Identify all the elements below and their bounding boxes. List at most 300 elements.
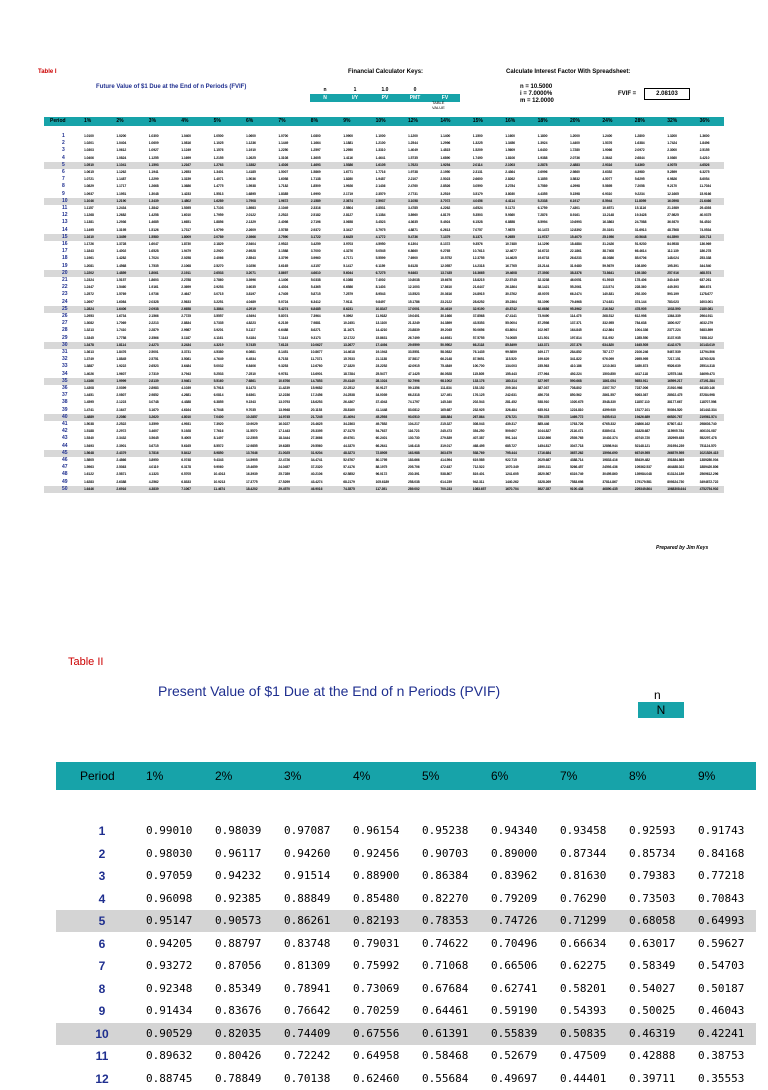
rate-header: 8% [310,118,319,124]
factor-cell: 1.6384 [634,141,645,146]
factor-cell: 2.6523 [148,364,159,369]
table-row [44,299,724,306]
factor-cell: 16599.217 [667,378,683,383]
factor-cell: 66.2148 [440,357,452,362]
factor-cell: 2.6600 [472,177,483,182]
factor-cell: 0.85480 [353,891,400,905]
factor-cell: 31.2426 [602,242,614,246]
factor-cell: 257.916 [667,270,679,275]
factor-cell: 11857.110 [634,400,650,405]
factor-cell: 1083.657 [472,486,487,491]
factor-cell: 1.9736 [148,292,159,297]
factor-cell: 2.8262 [505,177,515,182]
factor-cell: 3.8950 [148,458,159,462]
factor-cell: 4.3276 [343,249,353,254]
factor-cell: 10.6993 [570,220,582,225]
rate-header: 3% [148,118,157,124]
factor-cell: 39.2045 [440,328,452,333]
table-row [44,284,724,291]
factor-cell: 0.55839 [491,1026,538,1040]
factor-cell: 5.0545 [375,249,386,254]
factor-cell: 284.852 [570,350,582,354]
factor-cell: 1603.001 [699,299,713,304]
rate-header: 16% [505,118,516,124]
factor-cell: 4.1039 [181,386,191,390]
calc-key-iy: I/Y [351,95,359,101]
factor-cell: 4.8223 [246,321,256,326]
table-row [44,212,724,219]
factor-cell: 1.8983 [246,206,256,210]
factor-cell: 15.7633 [343,357,355,362]
factor-cell: 2539.765 [570,436,584,441]
factor-cell: 19426.689 [634,414,650,419]
factor-cell: 45.0076 [537,292,550,297]
factor-cell: 16.0227 [278,422,290,426]
factor-cell: 27.9825 [667,213,679,218]
factor-cell: 1.2996 [440,141,451,146]
factor-cell: 1.7959 [213,213,224,218]
factor-cell: 237.376 [570,342,582,347]
factor-cell: 6.1304 [408,242,418,246]
factor-cell: 2.0789 [213,234,224,239]
factor-cell: 87.5651 [472,357,485,362]
factor-cell: 2.2213 [148,321,159,326]
factor-cell: 14.7853 [310,378,323,383]
period-number: 21 [62,277,68,283]
factor-cell: 1.3310 [375,148,386,153]
factor-cell: 3.9960 [310,256,321,261]
table-row [44,399,724,406]
factor-cell: 3.7943 [181,371,191,376]
period-number: 46 [62,457,68,463]
period-number: 44 [62,442,68,449]
factor-cell: 8.9850 [213,450,224,455]
factor-cell: 1.4741 [84,407,94,412]
factor-cell: 7.9111 [343,299,353,304]
factor-cell: 6.4534 [246,357,256,362]
factor-cell: 15.1116 [634,206,646,210]
note-line: VALUE [432,105,445,110]
factor-cell: 1.2625 [246,155,256,160]
factor-cell: 85.8499 [505,342,517,347]
factor-cell: 188.884 [440,414,452,419]
factor-cell: 17.2456 [310,393,323,398]
factor-cell: 49.7852 [375,422,388,426]
factor-cell: 21.1138 [375,357,387,362]
factor-cell: 13.7646 [246,450,258,455]
table-row [44,342,724,349]
factor-cell: 1.1268 [84,213,94,218]
factor-cell: 449.393 [667,285,679,290]
factor-cell: 26.4367 [343,400,355,405]
prepared-by: Prepared by Jim Keys [656,545,709,551]
factor-cell: 40.6761 [343,436,355,441]
factor-cell: 3.1187 [181,335,191,340]
factor-cell: 1.3686 [181,184,191,189]
factor-cell: 1.1910 [246,148,256,153]
factor-cell: 127.491 [440,393,452,398]
factor-cell: 1670.704 [505,486,519,491]
factor-cell: 4.1406 [278,278,289,282]
factor-cell: 83.0812 [408,407,420,412]
factor-cell: 43.4274 [310,479,323,484]
factor-cell: 1.3048 [148,191,159,196]
factor-cell: 5.4005 [181,436,191,441]
factor-cell: 1.2155 [213,155,224,160]
factor-cell: 0.63017 [629,936,676,950]
factor-cell: 15.1786 [408,299,420,304]
factor-cell: 13794.506 [699,350,715,354]
factor-cell: 87284.998 [699,393,715,398]
factor-cell: 28.6252 [472,299,485,304]
factor-cell: 2695.995 [634,357,649,362]
calc-key-pmt: PMT [409,95,421,101]
factor-cell: 2.1911 [181,270,191,275]
factor-cell: 1.3605 [310,155,321,160]
factor-cell: 6.1528 [472,220,483,225]
factor-cell: 2.6928 [246,249,256,254]
factor-cell: 2.8127 [343,213,353,218]
table2-subtitle: Present Value of $1 Due at the End of n Periods (PVIF) [158,683,501,699]
factor-cell: 0.54703 [698,959,745,972]
factor-cell: 108.890 [634,263,647,268]
factor-cell: 0.91434 [146,1004,193,1017]
factor-cell: 5.5895 [602,184,613,189]
factor-cell: 1.2400 [602,134,613,138]
factor-cell: 2.5804 [343,206,353,210]
period-number: 31 [62,349,68,355]
factor-cell: 10.5752 [440,256,452,261]
factor-cell: 4.3635 [408,220,418,225]
factor-cell: 292.300 [634,292,647,297]
period-header: Period [50,118,66,124]
table2-n-key[interactable]: N [638,702,684,718]
factor-cell: 1.0303 [84,148,94,153]
factor-cell: 26.7499 [408,335,420,340]
factor-cell: 1.3613 [84,350,94,354]
factor-cell: 1.3749 [84,357,94,362]
period-number: 50 [62,485,68,492]
factor-cell: 1.1025 [213,141,224,146]
factor-cell: 0.82270 [422,891,469,905]
factor-cell: 2.2609 [246,227,256,232]
period-number: 9 [62,190,65,197]
factor-cell: 5.7918 [213,386,224,390]
factor-cell: 10.2451 [343,321,355,326]
factor-cell: 3.4360 [634,162,645,167]
factor-cell: 8.9161 [570,213,580,218]
factor-cell: 1.7716 [375,170,386,174]
factor-cell: 0.87344 [560,846,607,860]
factor-cell: 3927.357 [537,486,551,491]
factor-cell: 91.5915 [602,278,614,282]
rate-header: 12% [408,118,419,124]
factor-cell: 0.83676 [215,1004,262,1017]
factor-cell: 0.71299 [560,914,607,927]
factor-cell: 21.6447 [472,285,485,290]
period-number: 11 [95,1049,109,1063]
factor-cell: 2.6844 [634,155,645,160]
factor-cell: 5.5160 [213,378,224,383]
factor-cell: 2.3131 [472,170,483,174]
factor-cell: 62.6686 [537,306,550,311]
factor-cell: 59.1356 [408,386,420,390]
factor-cell: 2.2972 [116,429,127,434]
fvif-result[interactable]: 2.08103 [644,88,690,100]
factor-cell: 1.1495 [84,227,94,232]
factor-cell: 10.8677 [310,350,323,354]
factor-cell: 3.7975 [375,227,386,232]
factor-cell: 0.54393 [560,1004,607,1017]
factor-cell: 16.0598 [667,198,679,203]
table-row [56,1068,756,1090]
factor-cell: 0.79383 [629,869,676,882]
factor-cell: 26.1864 [505,285,517,290]
factor-cell: 41.1448 [375,407,388,412]
factor-cell: 3.3417 [343,227,353,232]
factor-cell: 1.2682 [116,213,127,218]
factor-cell: 64180.146 [699,386,715,390]
factor-cell: 73.8641 [602,270,614,275]
factor-cell: 102.967 [537,328,550,333]
factor-cell: 3.3864 [213,306,224,311]
table-row [44,140,724,147]
factor-cell: 0.78353 [422,914,469,927]
period-number: 9 [98,1004,106,1018]
factor-cell: 1.1449 [278,141,289,146]
period-number: 12 [62,212,68,219]
factor-cell: 0.92456 [353,846,400,860]
factor-cell: 1.1576 [213,148,224,153]
factor-cell: 3.4607 [148,429,159,434]
factor-cell: 6319.749 [570,472,584,477]
calculator-keys-heading: Financial Calculator Keys: [348,69,424,75]
factor-cell: 8.5994 [537,220,548,225]
factor-cell: 44.6931 [440,335,452,340]
factor-cell: 1.4166 [84,378,94,383]
factor-cell: 133.176 [472,378,485,383]
period-number: 48 [62,471,68,478]
factor-cell: 2.9852 [148,393,159,398]
factor-cell: 34.0039 [375,393,388,398]
factor-cell: 169.177 [537,350,550,354]
factor-cell: 5.5599 [375,256,386,261]
factor-cell: 2.8526 [440,184,451,189]
factor-cell: 5.1598 [570,191,580,196]
table-row [44,385,724,392]
factor-cell: 1.2081 [84,263,94,268]
factor-cell: 24.2538 [343,393,355,398]
factor-cell: 195.391 [667,263,679,268]
factor-cell: 2.9987 [181,328,191,333]
factor-cell: 1.6446 [84,486,94,491]
factor-cell: 4.3839 [148,486,159,491]
factor-cell: 492.224 [570,371,582,376]
factor-cell: 4.4304 [278,285,289,290]
factor-cell: 9.3576 [472,242,483,246]
factor-cell: 3.2519 [440,191,451,196]
factor-cell: 163.988 [408,450,420,455]
factor-cell: 10.1472 [537,227,550,232]
factor-cell: 14.4625 [505,256,517,261]
factor-cell: 7.6123 [278,342,289,347]
factor-cell: 12575.164 [667,371,683,376]
factor-cell: 538.769 [472,450,485,455]
factor-cell: 12.1003 [408,285,420,290]
factor-cell: 1.9161 [148,285,159,290]
factor-cell: 253.338 [699,256,712,261]
factor-cell: 37.8568 [472,314,485,318]
factor-cell: 634.820 [602,342,614,347]
factor-cell: 4.5077 [602,177,613,182]
factor-cell: 3.4259 [310,242,321,246]
factor-cell: 1861.054 [602,378,616,383]
factor-cell: 22.5745 [505,278,517,282]
factor-cell: 134.003 [505,364,517,369]
factor-cell: 1.3195 [116,227,127,232]
period-number: 28 [62,327,68,334]
factor-cell: 0.85349 [215,981,262,995]
fvif-label: FVIF = [618,91,637,97]
factor-cell: 52.7996 [408,378,420,383]
factor-cell: 9100.438 [570,486,584,491]
factor-cell: 3.8960 [408,213,418,218]
factor-cell: 511.952 [602,335,614,340]
factor-cell: 783.023 [667,299,679,304]
factor-cell: 17.3775 [246,479,258,484]
factor-cell: 4.1323 [148,472,159,477]
factor-cell: 7.6861 [246,378,256,383]
factor-cell: 1716.684 [537,450,551,455]
rate-header: 14% [440,118,451,124]
factor-cell: 0.89000 [491,846,538,860]
factor-cell: 3.3731 [181,350,191,354]
table-row [44,435,724,442]
factor-cell: 93.0510 [408,414,420,419]
factor-cell: 8.6231 [343,306,353,311]
factor-cell: 1.6651 [181,220,191,225]
period-number: 3 [62,147,65,154]
factor-cell: 1.6406 [116,306,127,311]
factor-cell: 1.7317 [181,227,191,232]
factor-cell: 19.0401 [408,314,420,318]
factor-cell: 2.2522 [278,213,289,218]
factor-cell: 15.4070 [570,234,582,239]
factor-cell: 13.5523 [408,292,420,297]
table-row [44,428,724,435]
factor-cell: 13.1100 [375,321,387,326]
table-row [56,978,756,1000]
period-number: 33 [62,363,68,370]
factor-cell: 9.9781 [278,371,289,376]
factor-cell: 1.9738 [408,170,418,174]
factor-cell: 472.637 [440,465,452,470]
factor-cell: 2307.707 [602,386,616,390]
factor-cell: 2.1049 [278,206,289,210]
factor-cell: 1.0600 [246,134,256,138]
factor-cell: 2.4364 [505,170,515,174]
table-row [44,198,724,205]
factor-cell: 2.2879 [148,328,159,333]
factor-cell: 99.5859 [505,350,517,354]
interest-n: n = 10.5000 [520,84,553,90]
factor-cell: 4.0119 [148,465,159,470]
factor-cell: 47191.284 [699,378,715,383]
factor-cell: 66.2318 [408,393,420,398]
factor-cell: 7.7616 [213,429,224,434]
factor-cell: 9263.367 [634,393,649,398]
period-number: 34 [62,370,68,377]
factor-cell: 30.9127 [375,386,388,390]
factor-cell: 25.3395 [310,429,323,434]
factor-cell: 36.9370 [667,220,679,225]
factor-cell: 4.4388 [181,400,191,405]
factor-cell: 26.6233 [570,256,582,261]
factor-cell: 73.9490 [537,314,550,318]
table-row [56,910,756,932]
factor-cell: 6.3855 [213,400,224,405]
factor-cell: 2.0938 [148,306,159,311]
factor-cell: 76.1435 [472,350,485,354]
factor-cell: 26.4619 [440,306,452,311]
factor-cell: 11.8059 [634,198,647,203]
factor-cell: 1.1249 [181,148,191,153]
factor-cell: 24866.162 [634,422,650,426]
factor-cell: 1.3401 [213,170,224,174]
factor-cell: 0.50025 [629,1004,676,1017]
factor-cell: 795.444 [505,450,517,455]
period-number: 7 [98,959,106,973]
factor-cell: 4.2681 [181,393,191,398]
factor-cell: 52.6767 [343,458,355,462]
factor-cell: 2.4273 [148,342,159,347]
factor-cell: 0.90703 [422,846,469,860]
factor-cell: 2.5155 [699,148,710,153]
factor-cell: 16.7765 [505,263,517,268]
period-number: 3 [98,869,106,883]
factor-cell: 1.1157 [84,206,94,210]
factor-cell: 4.0489 [246,299,256,304]
factor-cell: 13.2148 [602,213,614,218]
factor-cell: 7.9875 [505,227,515,232]
factor-cell: 1.4693 [310,162,321,167]
factor-cell: 34699.473 [699,371,715,376]
factor-cell: 0.96117 [215,846,262,860]
factor-cell: 2.4883 [570,162,580,167]
factor-cell: 3.2071 [246,270,256,275]
factor-cell: 2.0736 [570,155,580,160]
factor-cell: 146.418 [408,443,420,448]
factor-cell: 7583.698 [570,479,584,484]
factor-cell: 0.92385 [215,891,262,905]
factor-cell: 25514.318 [699,364,715,369]
factor-cell: 0.90529 [146,1026,193,1040]
table-row [44,349,724,356]
period-number: 1 [62,133,65,139]
factor-cell: 4.0075 [667,162,677,167]
factor-cell: 3494672.722 [699,479,719,484]
factor-cell: 13.6901 [310,371,323,376]
factor-cell: 942.311 [472,479,485,484]
factor-cell: 1.7424 [667,141,677,146]
table-row [44,183,724,190]
factor-cell: 7.4301 [570,206,580,210]
factor-cell: 6.0881 [246,350,256,354]
factor-cell: 1.8385 [278,191,289,196]
factor-cell: 4399.930 [602,407,616,412]
factor-cell: 1.9479 [181,249,191,254]
factor-cell: 0.58349 [629,959,676,972]
